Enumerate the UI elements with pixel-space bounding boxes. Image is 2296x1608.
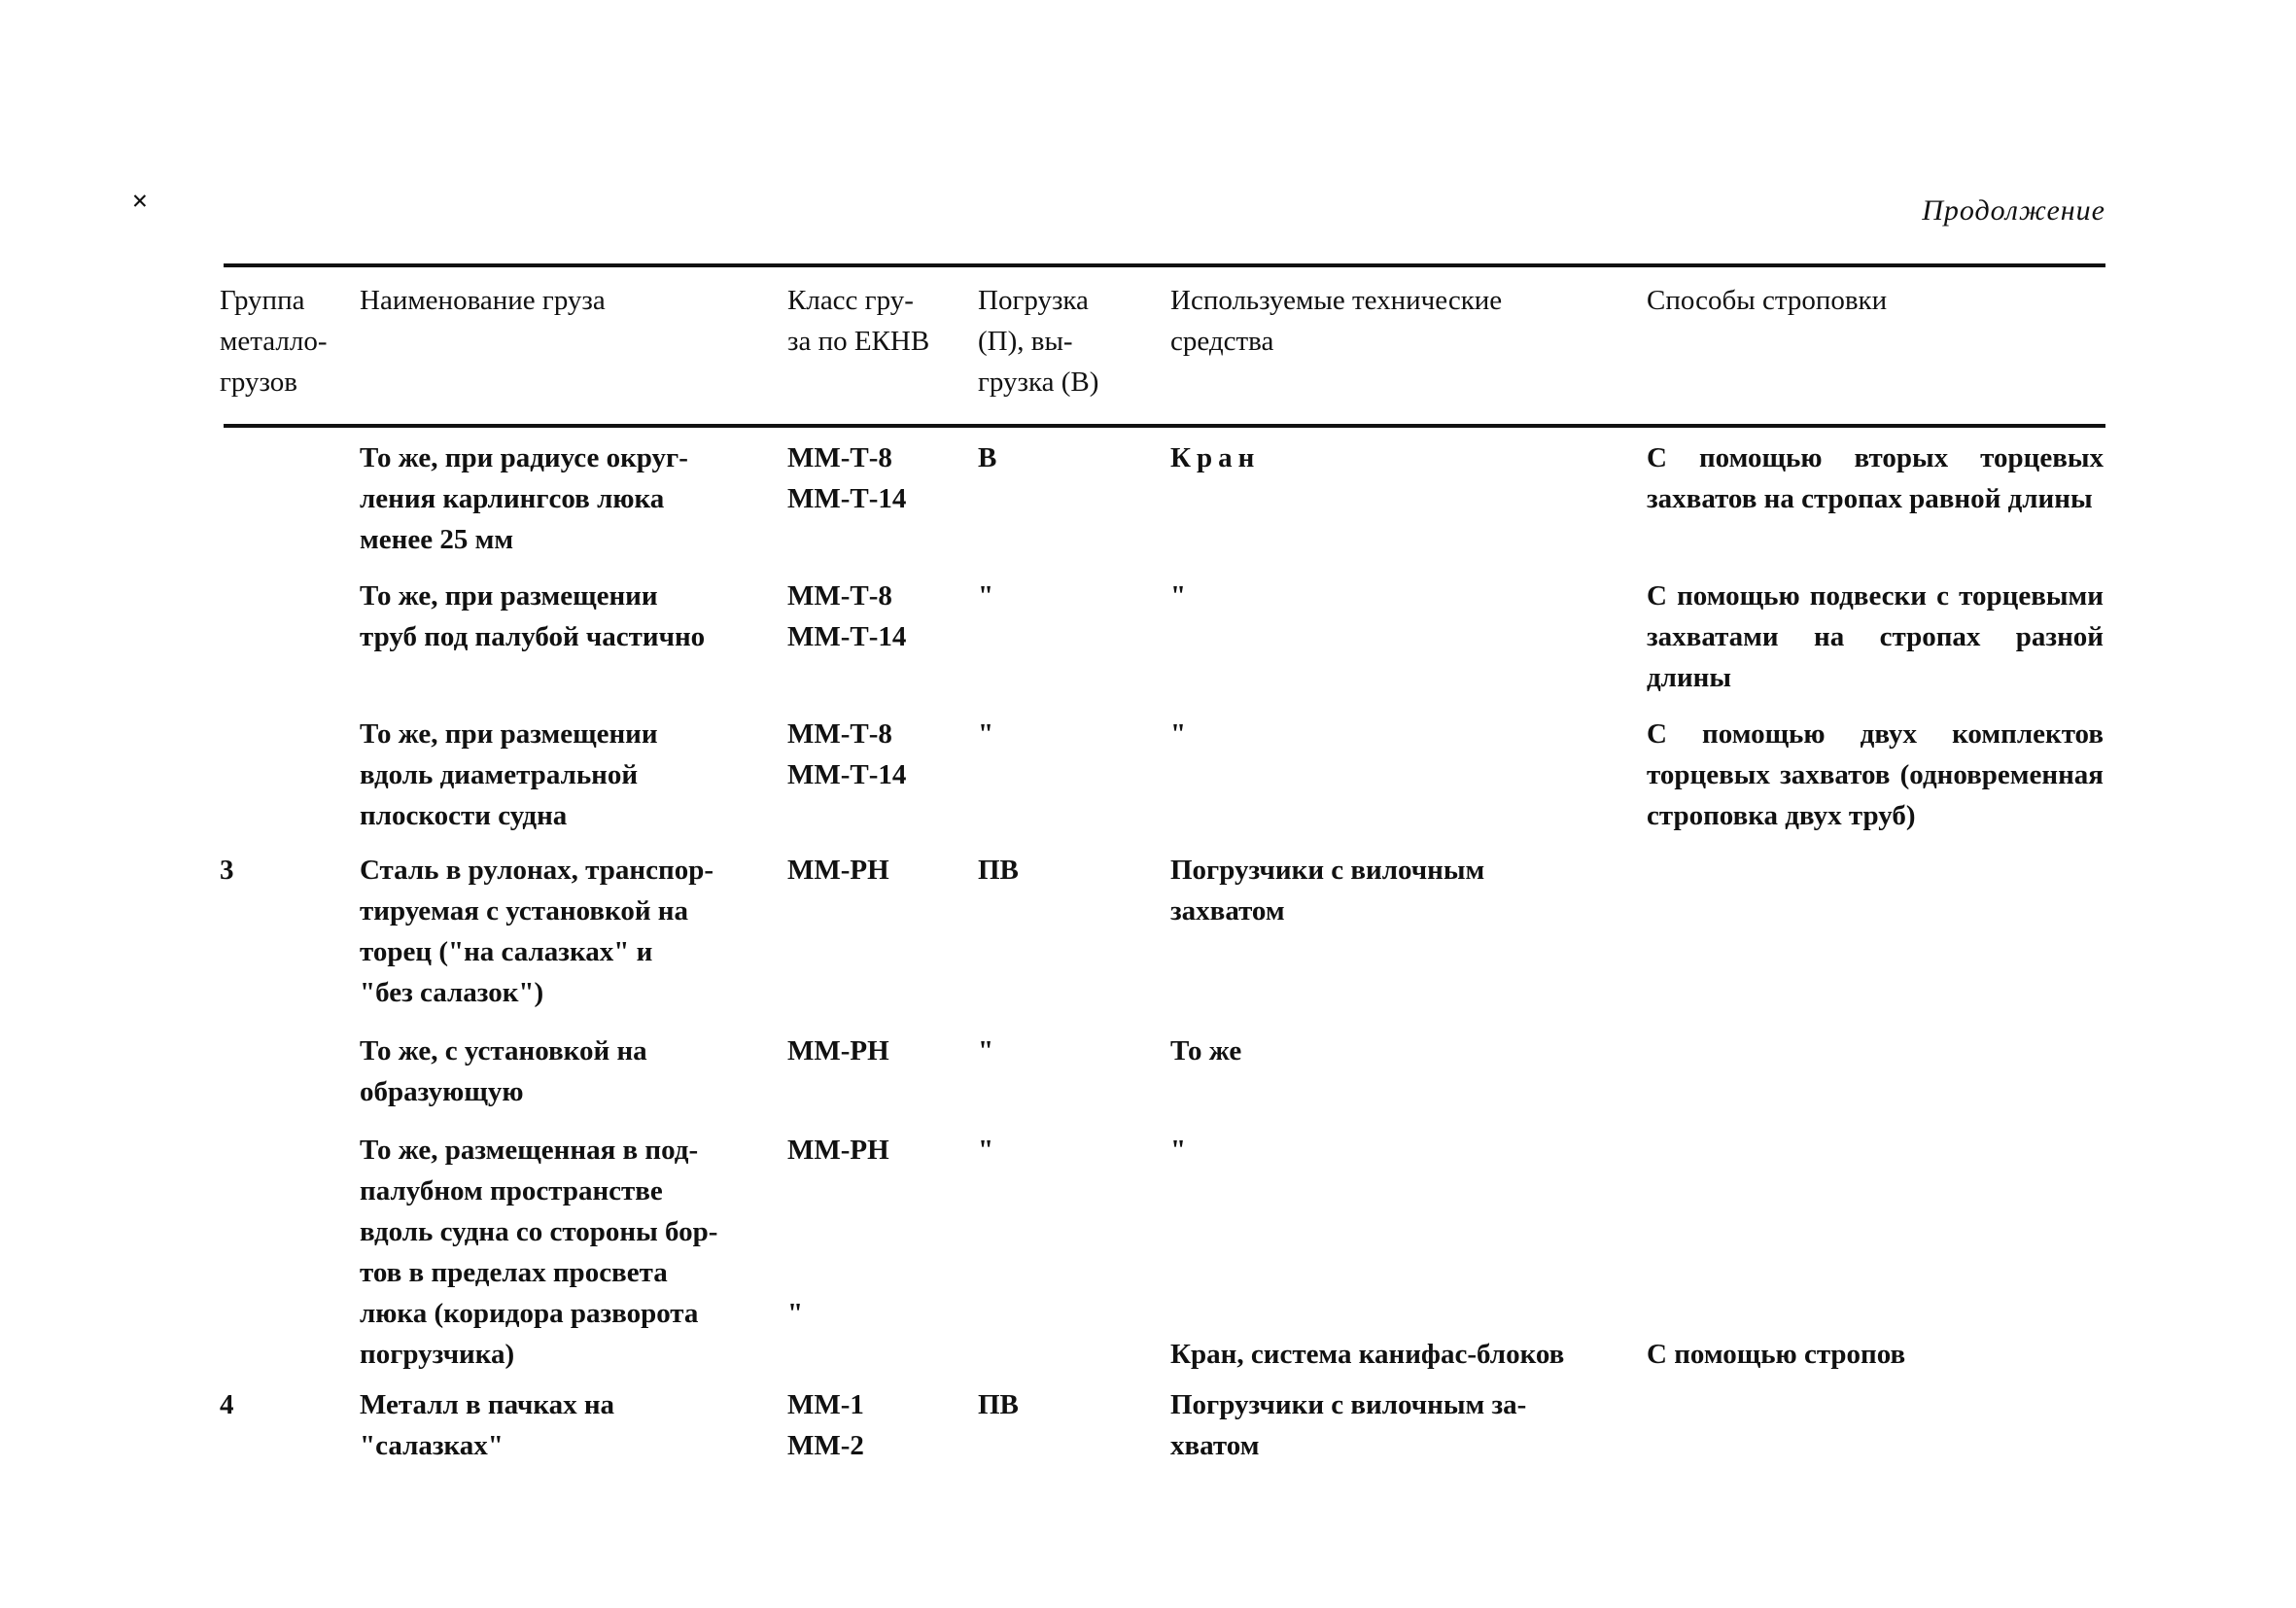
row-technical-means: То же [1170, 1035, 1242, 1066]
continuation-label: Продолжение [1922, 194, 2105, 227]
table-row [220, 1031, 2109, 1112]
table-header-rule [224, 424, 2105, 428]
row-cargo-name: То же, при радиусе округ- ления карлингсов люка менее 25 мм [360, 442, 688, 555]
header-cargo-class: Класс гру- за по ЕКНВ [787, 285, 930, 357]
header-row [220, 280, 2109, 402]
row-cargo-name: Сталь в рулонах, транспор- тируемая с установкой на торец ("на салазках" и "без салазок") [360, 855, 713, 1008]
row-cargo-name: Металл в пачках на "салазках" [360, 1389, 615, 1461]
row-technical-means: Кран [1170, 442, 1261, 473]
table-top-rule [224, 263, 2105, 267]
row-cargo-class: ММ-РН [787, 855, 889, 886]
header-group: Группа металло- грузов [220, 285, 328, 398]
row-cargo-class: ММ-РН [787, 1035, 889, 1066]
row-slinging-method-cell [1647, 1130, 2104, 1375]
header-cargo-name: Наименование груза [360, 285, 606, 316]
header-loading: Погрузка (П), вы- грузка (В) [978, 285, 1099, 398]
table-row [220, 437, 2109, 560]
row-operation: ПВ [978, 855, 1019, 886]
row-cargo-class: ММ-РН [787, 1135, 889, 1166]
row-technical-means: " [1170, 1135, 1187, 1166]
header-slinging-methods: Способы строповки [1647, 285, 1888, 316]
row-cargo-class: ММ-Т-8 ММ-Т-14 [787, 718, 907, 790]
row-operation: " [978, 718, 994, 750]
row-cargo-class: ММ-Т-8 ММ-Т-14 [787, 580, 907, 652]
row-technical-means: " [1170, 580, 1187, 612]
row-group: 3 [220, 855, 234, 886]
row-slinging-method: С помощью вторых торцевых захватов на стропах равной длины [1647, 442, 2104, 514]
row-cargo-name: То же, при размещении труб под палубой частично [360, 580, 706, 652]
row-cargo-class-cell [787, 1130, 978, 1334]
page-number: × [123, 192, 156, 210]
row-technical-means-cell [1170, 1130, 1647, 1375]
row-operation: В [978, 442, 997, 473]
row-technical-means-extra: Кран, система канифас-блоков [1170, 1339, 1565, 1370]
header-technical-means: Используемые технические средства [1170, 285, 1503, 357]
row-slinging-method-extra: С помощью стропов [1647, 1339, 1906, 1370]
row-cargo-name: То же, размещенная в под- палубном пространстве вдоль судна со стороны бор- тов в пределах просвета люка (коридора разворота погрузчика) [360, 1135, 718, 1370]
row-group: 4 [220, 1389, 234, 1420]
row-slinging-method: С помощью подвески с торцевыми захватами на стропах разной длины [1647, 580, 2104, 693]
row-cargo-name: То же, с установкой на образующую [360, 1035, 647, 1107]
row-technical-means: Погрузчики с вилочным за- хватом [1170, 1389, 1527, 1461]
table-header [220, 280, 2109, 402]
row-slinging-method: С помощью двух комплектов торцевых захватов (одновременная строповка двух труб) [1647, 718, 2104, 831]
row-cargo-class: ММ-1 ММ-2 [787, 1389, 864, 1461]
table-row [220, 576, 2109, 698]
table-row [220, 714, 2109, 836]
row-operation: " [978, 1135, 994, 1166]
row-technical-means: Погрузчики с вилочным захватом [1170, 855, 1485, 926]
row-operation: ПВ [978, 1389, 1019, 1420]
table-row [220, 1384, 2109, 1466]
row-operation: " [978, 1035, 994, 1066]
row-technical-means: " [1170, 718, 1187, 750]
table-row [220, 850, 2109, 1013]
row-operation: " [978, 580, 994, 612]
row-cargo-name: То же, при размещении вдоль диаметральной плоскости судна [360, 718, 658, 831]
table-row [220, 1130, 2109, 1375]
row-cargo-class: ММ-Т-8 ММ-Т-14 [787, 442, 907, 514]
table-body [220, 437, 2109, 1466]
row-cargo-class-ditto: " [787, 1298, 804, 1329]
